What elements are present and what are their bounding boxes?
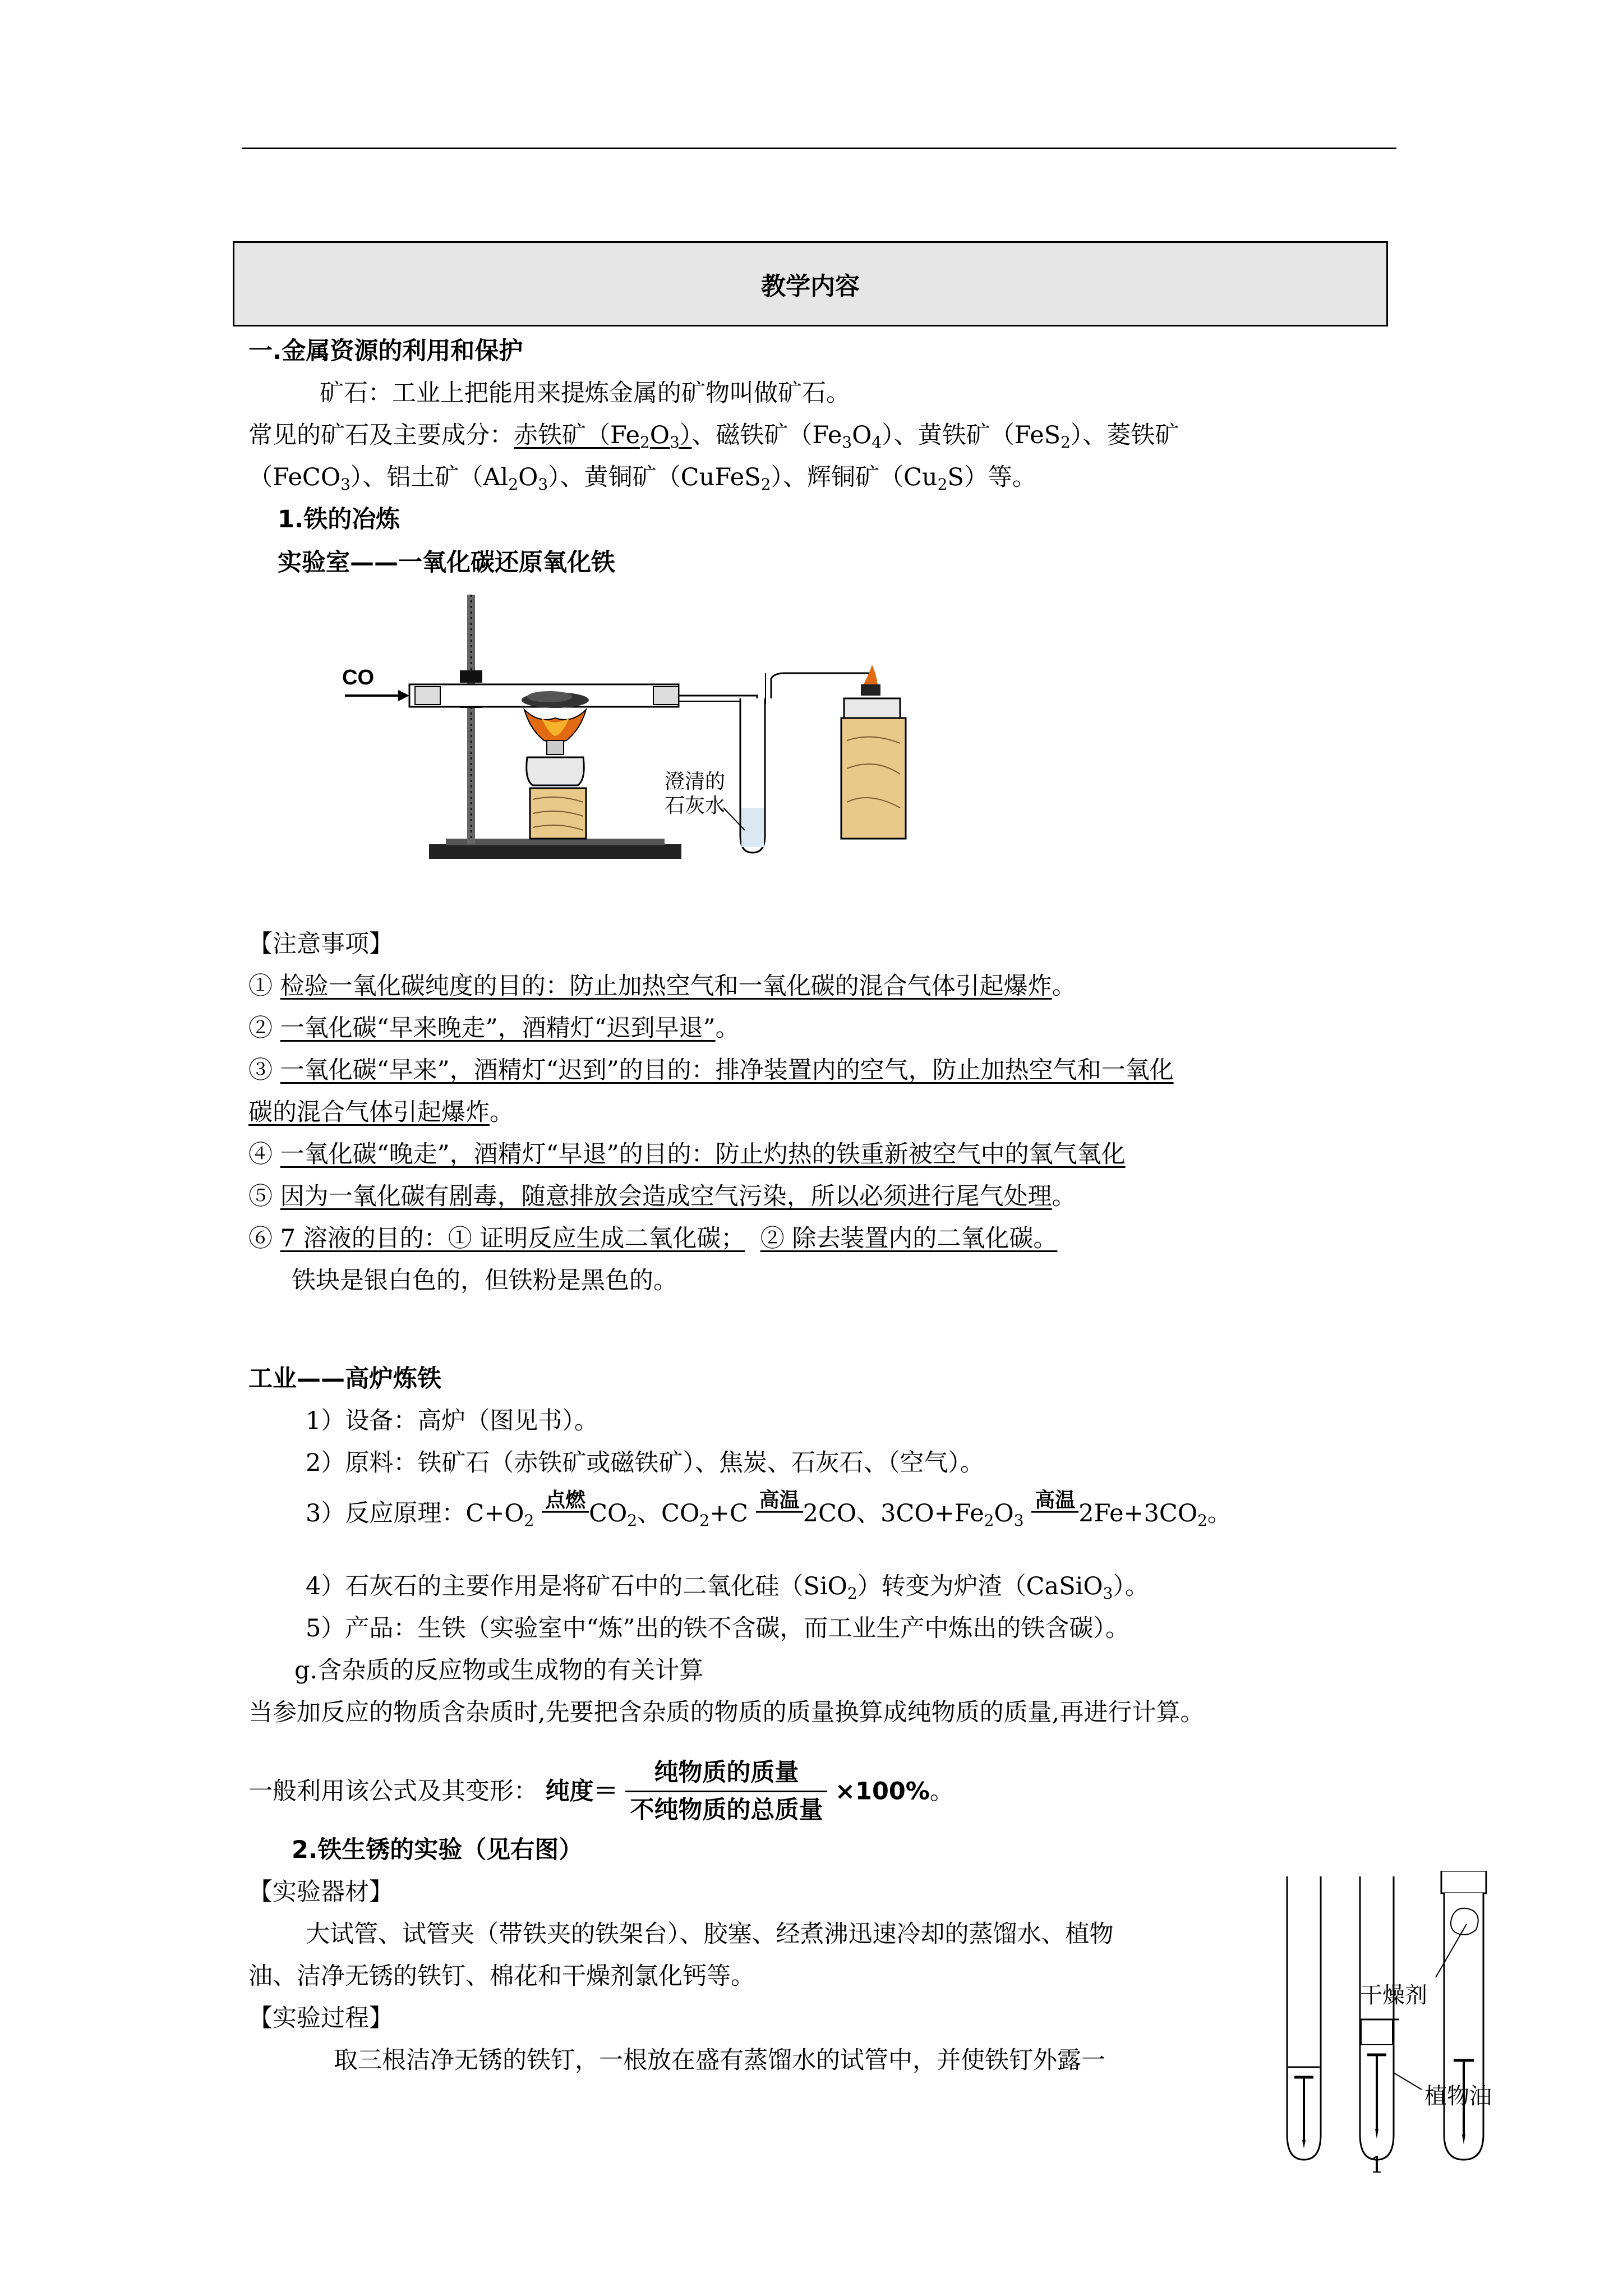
second-wood-block [841, 718, 906, 839]
condition-ignite: 点燃 [542, 1490, 589, 1513]
alcohol-lamp [527, 757, 584, 785]
equipment-heading: 【实验器材】 [248, 1878, 393, 1906]
industry-heading: 工业——高炉炼铁 [248, 1365, 441, 1393]
industry-item-4: 4）石灰石的主要作用是将矿石中的二氧化硅（SiO$_2$）转变为炉渣（CaSiO$_3$）。 [306, 1572, 1149, 1603]
lab-heading: 实验室——一氧化碳还原氧化铁 [278, 549, 615, 577]
desiccant-label: 干燥剂 [1360, 1982, 1427, 2008]
process-heading: 【实验过程】 [248, 2004, 393, 2032]
rust-heading: 2.铁生锈的实验（见右图） [292, 1836, 583, 1864]
co-reduction-apparatus-diagram [331, 589, 948, 869]
page-title: 教学内容 [761, 272, 860, 301]
stand-base [429, 844, 681, 859]
ores-line-2: （FeCO$_3$）、铝土矿$(Al_2O_3)$、黄铜矿（CuFeS$_2$）、辉铜矿$(Cu_2S)$等。 [248, 463, 1036, 494]
vegetable-oil-label: 植物油 [1424, 2083, 1492, 2109]
condition-high-temp-2: 高温 [1031, 1490, 1078, 1513]
page-number: 1 [1370, 2152, 1384, 2174]
note-1: ① 检验一氧化碳纯度的目的：防止加热空气和一氧化碳的混合气体引起爆炸。 [248, 972, 1076, 1000]
equipment-line-2: 油、洁净无锈的铁钉、棉花和干燥剂氯化钙等。 [248, 1962, 755, 1990]
section-heading: 一.金属资源的利用和保护 [248, 337, 523, 365]
equipment-line-1: 大试管、试管夹（带铁夹的铁架台）、胶塞、经煮沸迅速冷却的蒸馏水、植物 [306, 1920, 1114, 1948]
limewater-label-1: 澄清的 [665, 770, 726, 793]
test-tube-water [1287, 1876, 1321, 2160]
limewater-label-2: 石灰水 [665, 794, 726, 817]
formula-line: 一般利用该公式及其变形： 纯度＝ $\frac{\text{纯物质的质量}}{\text{不纯物质的总质量}}$ ×100%。 [248, 1756, 954, 1827]
notes-heading: 【注意事项】 [248, 930, 393, 958]
rust-test-tubes-diagram [1273, 1871, 1598, 2174]
note-3-cont: 碳的混合气体引起爆炸。 [248, 1098, 514, 1126]
impurity-calc-heading: g.含杂质的反应物或生成物的有关计算 [294, 1657, 704, 1685]
condition-high-temp: 高温 [756, 1490, 803, 1513]
industry-item-2: 2）原料：铁矿石（赤铁矿或磁铁矿）、焦炭、石灰石、（空气）。 [306, 1449, 984, 1477]
wood-block [530, 788, 586, 839]
industry-item-1: 1）设备：高炉（图见书）。 [306, 1407, 598, 1435]
second-alcohol-lamp [844, 698, 900, 718]
header-rule [242, 148, 1396, 149]
test-tube-oil [1360, 1876, 1422, 2160]
note-7: 铁块是银白色的，但铁粉是黑色的。 [292, 1267, 677, 1295]
note-2: ② 一氧化碳“早来晚走”，酒精灯“迟到早退”。 [248, 1014, 740, 1042]
note-6: ⑥ 7 溶液的目的：① 证明反应生成二氧化碳； ② 除去装置内的二氧化碳。 [248, 1225, 1058, 1253]
test-tube-desiccant [1436, 1871, 1486, 2160]
industry-item-3: 3）反应原理：$C+O_2$ 点燃 $CO_2$、$CO_2+C$ 高温 2CO、$3CO+Fe_2O_3$ 高温 $2Fe+3CO_2$。 [306, 1489, 1232, 1530]
note-4: ④ 一氧化碳“晚走”，酒精灯“早退”的目的：防止灼热的铁重新被空气中的氧气氧化 [248, 1140, 1126, 1168]
impurity-calc-text: 当参加反应的物质含杂质时,先要把含杂质的物质的质量换算成纯物质的质量,再进行计算。 [248, 1699, 1205, 1727]
title-box [233, 241, 1388, 326]
note-3: ③ 一氧化碳“早来”，酒精灯“迟到”的目的：排净装置内的空气，防止加热空气和一氧化 [248, 1056, 1174, 1084]
formula-lhs: 纯度＝ [545, 1777, 618, 1806]
note-5: ⑤ 因为一氧化碳有剧毒，随意排放会造成空气污染，所以必须进行尾气处理。 [248, 1182, 1076, 1211]
purity-fraction: $\frac{\text{纯物质的质量}}{\text{不纯物质的总质量}}$ [625, 1756, 827, 1827]
iron-smelting-heading: 1.铁的冶炼 [278, 505, 400, 533]
ore-definition: 矿石：工业上把能用来提炼金属的矿物叫做矿石。 [320, 379, 850, 407]
process-line-1: 取三根洁净无锈的铁钉，一根放在盛有蒸馏水的试管中，并使铁钉外露一 [334, 2046, 1105, 2074]
industry-item-5: 5）产品：生铁（实验室中“炼”出的铁不含碳，而工业生产中炼出的铁含碳）。 [306, 1614, 1129, 1642]
ores-line-1: 常见的矿石及主要成分：赤铁矿$(Fe_2O_3)$、磁铁矿$(Fe_3O_4)$、黄铁矿（FeS$_2$）、菱铁矿 [248, 421, 1179, 452]
co-label: CO [342, 666, 374, 689]
